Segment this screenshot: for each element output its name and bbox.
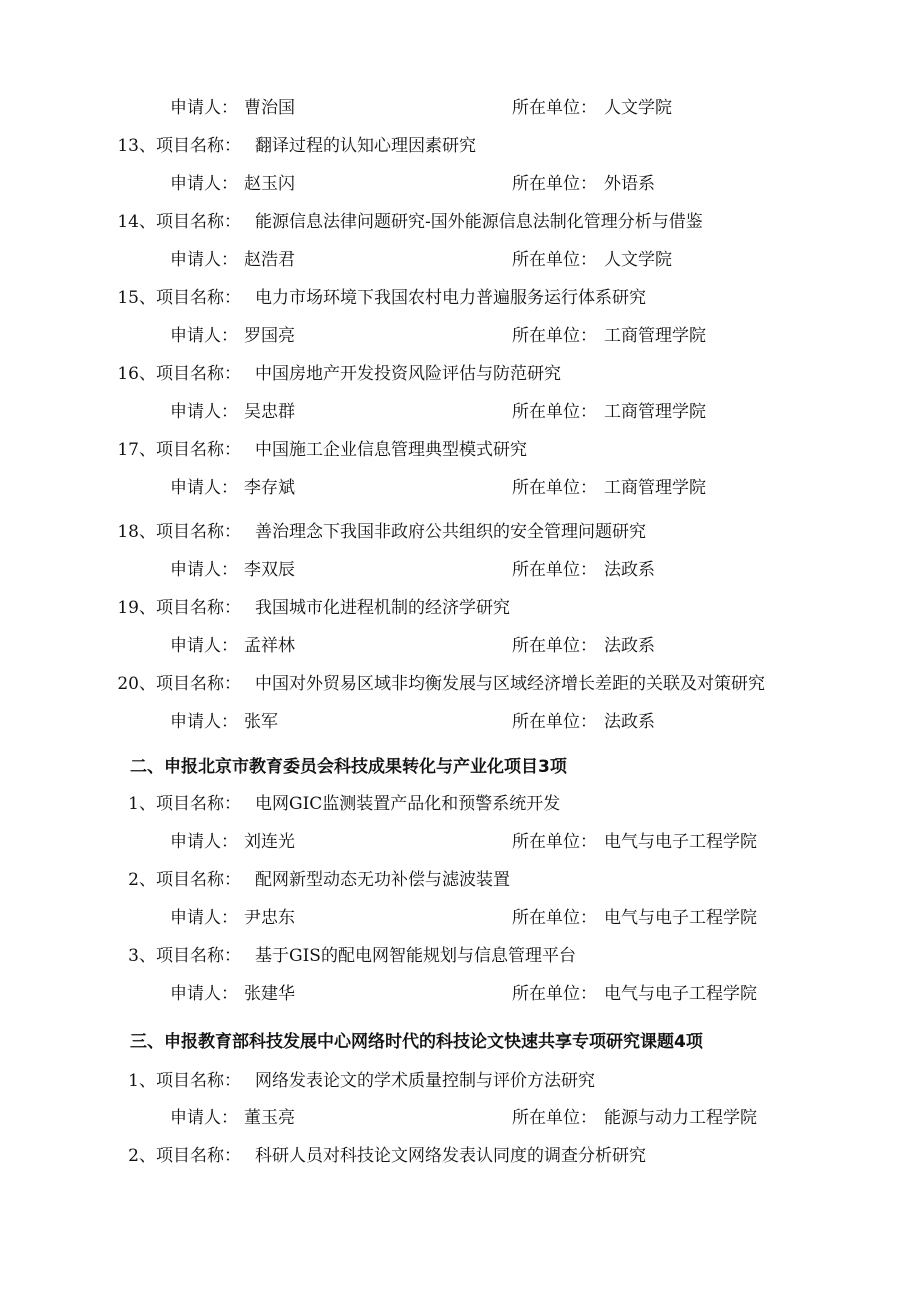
unit-name: 外语系 — [604, 174, 655, 194]
project-label: 项目名称： — [156, 364, 241, 384]
applicant-label: 申请人： — [170, 402, 238, 422]
unit-label: 所在单位： — [512, 250, 597, 270]
project-number: 1、 — [128, 794, 156, 814]
unit-name: 电气与电子工程学院 — [604, 832, 757, 852]
applicant-label: 申请人： — [170, 478, 238, 498]
project-label: 项目名称： — [156, 136, 241, 156]
applicant-name: 刘连光 — [244, 832, 295, 852]
applicant-label: 申请人： — [170, 984, 238, 1004]
project-number: 17、 — [117, 440, 156, 460]
unit-label: 所在单位： — [512, 908, 597, 928]
project-label: 项目名称： — [156, 212, 241, 232]
project-label: 项目名称： — [156, 288, 241, 308]
project-label: 项目名称： — [156, 522, 241, 542]
project-name: 翻译过程的认知心理因素研究 — [255, 136, 476, 156]
project-name: 能源信息法律问题研究-国外能源信息法制化管理分析与借鉴 — [255, 212, 703, 232]
applicant-label: 申请人： — [170, 250, 238, 270]
project-number: 13、 — [117, 136, 156, 156]
project-number: 3、 — [128, 946, 156, 966]
unit-label: 所在单位： — [512, 326, 597, 346]
project-name: 中国施工企业信息管理典型模式研究 — [255, 440, 527, 460]
applicant-name: 赵浩君 — [244, 250, 295, 270]
project-number: 2、 — [128, 870, 156, 890]
unit-label: 所在单位： — [512, 712, 597, 732]
project-name: 网络发表论文的学术质量控制与评价方法研究 — [255, 1071, 595, 1091]
project-label: 项目名称： — [156, 598, 241, 618]
applicant-name: 罗国亮 — [244, 326, 295, 346]
project-label: 项目名称： — [156, 674, 241, 694]
applicant-name: 曹治国 — [244, 98, 295, 118]
applicant-name: 李存斌 — [244, 478, 295, 498]
unit-label: 所在单位： — [512, 1108, 597, 1128]
project-label: 项目名称： — [156, 946, 241, 966]
applicant-name: 李双辰 — [244, 560, 295, 580]
unit-label: 所在单位： — [512, 832, 597, 852]
project-label: 项目名称： — [156, 1146, 241, 1166]
unit-name: 电气与电子工程学院 — [604, 984, 757, 1004]
applicant-label: 申请人： — [170, 908, 238, 928]
unit-name: 工商管理学院 — [604, 478, 706, 498]
project-name: 中国对外贸易区域非均衡发展与区域经济增长差距的关联及对策研究 — [255, 674, 765, 694]
unit-label: 所在单位： — [512, 478, 597, 498]
section-heading-3: 三、申报教育部科技发展中心网络时代的科技论文快速共享专项研究课题4项 — [130, 1032, 703, 1052]
unit-label: 所在单位： — [512, 984, 597, 1004]
applicant-name: 尹忠东 — [244, 908, 295, 928]
project-number: 1、 — [128, 1071, 156, 1091]
project-name: 电网GIC监测装置产品化和预警系统开发 — [255, 794, 561, 814]
project-name: 电力市场环境下我国农村电力普遍服务运行体系研究 — [255, 288, 646, 308]
applicant-name: 张建华 — [244, 984, 295, 1004]
unit-name: 能源与动力工程学院 — [604, 1108, 757, 1128]
project-name: 基于GIS的配电网智能规划与信息管理平台 — [255, 946, 576, 966]
project-label: 项目名称： — [156, 870, 241, 890]
applicant-label: 申请人： — [170, 1108, 238, 1128]
project-number: 19、 — [117, 598, 156, 618]
unit-name: 法政系 — [604, 636, 655, 656]
applicant-name: 孟祥林 — [244, 636, 295, 656]
project-number: 2、 — [128, 1146, 156, 1166]
applicant-label: 申请人： — [170, 560, 238, 580]
project-number: 16、 — [117, 364, 156, 384]
unit-name: 人文学院 — [604, 250, 672, 270]
section-heading-2: 二、申报北京市教育委员会科技成果转化与产业化项目3项 — [130, 757, 567, 777]
unit-name: 法政系 — [604, 560, 655, 580]
project-name: 善治理念下我国非政府公共组织的安全管理问题研究 — [255, 522, 646, 542]
project-number: 14、 — [117, 212, 156, 232]
unit-label: 所在单位： — [512, 636, 597, 656]
project-label: 项目名称： — [156, 794, 241, 814]
applicant-label: 申请人： — [170, 832, 238, 852]
unit-name: 工商管理学院 — [604, 402, 706, 422]
applicant-name: 吴忠群 — [244, 402, 295, 422]
project-name: 中国房地产开发投资风险评估与防范研究 — [255, 364, 561, 384]
project-number: 20、 — [117, 674, 156, 694]
applicant-name: 赵玉闪 — [244, 174, 295, 194]
project-number: 15、 — [117, 288, 156, 308]
unit-name: 工商管理学院 — [604, 326, 706, 346]
project-number: 18、 — [117, 522, 156, 542]
unit-label: 所在单位： — [512, 560, 597, 580]
project-label: 项目名称： — [156, 440, 241, 460]
applicant-label: 申请人： — [170, 174, 238, 194]
project-label: 项目名称： — [156, 1071, 241, 1091]
unit-name: 电气与电子工程学院 — [604, 908, 757, 928]
project-name: 科研人员对科技论文网络发表认同度的调查分析研究 — [255, 1146, 646, 1166]
project-name: 配网新型动态无功补偿与滤波装置 — [255, 870, 510, 890]
applicant-label: 申请人： — [170, 326, 238, 346]
applicant-label: 申请人： — [170, 712, 238, 732]
project-name: 我国城市化进程机制的经济学研究 — [255, 598, 510, 618]
unit-label: 所在单位： — [512, 98, 597, 118]
unit-label: 所在单位： — [512, 402, 597, 422]
applicant-name: 张军 — [244, 712, 278, 732]
unit-name: 法政系 — [604, 712, 655, 732]
applicant-name: 董玉亮 — [244, 1108, 295, 1128]
applicant-label: 申请人： — [170, 98, 238, 118]
unit-label: 所在单位： — [512, 174, 597, 194]
applicant-label: 申请人： — [170, 636, 238, 656]
unit-name: 人文学院 — [604, 98, 672, 118]
